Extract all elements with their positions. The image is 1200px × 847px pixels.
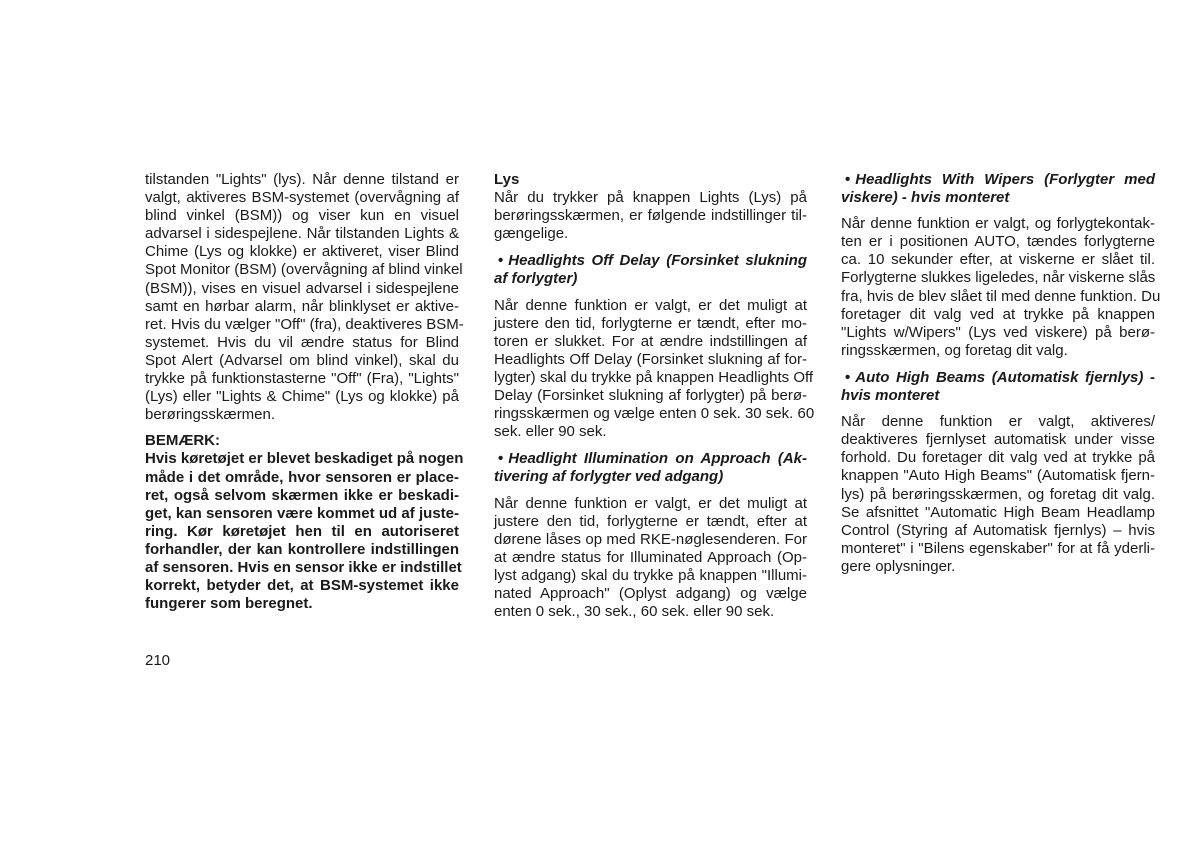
text-line: at ændre status for Illuminated Approach (Op-: [494, 548, 807, 566]
text-line: monteret" i "Bilens egenskaber" for at få yderli-: [841, 539, 1155, 557]
text-line: (Lys) eller "Lights & Chime" (Lys og klokke) på: [145, 388, 459, 406]
text-line: samt en hørbar alarm, når blinklyset er aktive-: [145, 297, 459, 315]
text-line: dørene låses op med RKE-nøglesenderen. For: [494, 530, 807, 548]
column-right: [841, 171, 1161, 576]
bullet-title-line: [494, 468, 807, 486]
bullet-heading-headlights-off-delay: [494, 252, 807, 288]
text-line: berøringsskærmen, er følgende indstillinger til-: [494, 207, 807, 225]
text-line: Når denne funktion er valgt, er det muligt at: [494, 296, 807, 314]
text-line: berøringsskærmen.: [145, 406, 276, 424]
text-line: fungerer som beregnet.: [145, 595, 313, 613]
text-line: lys) på berøringsskærmen, og foretag dit valg.: [841, 485, 1155, 503]
text-line: ringsskærmen og vælge enten 0 sek. 30 sek. 60: [494, 405, 815, 423]
text-line: trykke på funktionstasterne "Off" (Fra), "Lights": [145, 370, 459, 388]
text-line: lygter) skal du trykke på knappen Headlights Off: [494, 368, 814, 386]
text-line: sek. eller 90 sek.: [494, 423, 607, 441]
page-number: 210: [145, 652, 171, 669]
text-line: toren er slukket. For at ændre indstillingen af: [494, 332, 807, 350]
text-line: ring. Kør køretøjet hen til en autoriseret: [145, 522, 459, 540]
bullet-heading-headlights-with-wipers: [841, 171, 1155, 207]
text-line: ret, også selvom skærmen ikke er beskadi-: [145, 486, 459, 504]
text-line: Headlights Off Delay (Forsinket slukning af for-: [494, 350, 807, 368]
bullet-title-text: Headlights Off Delay (Forsinket slukning: [508, 252, 807, 270]
text-line: Se afsnittet "Automatic High Beam Headlamp: [841, 503, 1155, 521]
text-line: gere oplysninger.: [841, 557, 956, 575]
bullet-icon: •: [845, 171, 851, 188]
bullet-icon: •: [845, 368, 851, 386]
text-line: ret. Hvis du vælger "Off" (fra), deaktiveres BSM-: [145, 315, 464, 333]
text-line: get, kan sensoren være kommet ud af juste-: [145, 504, 459, 522]
column-left: [145, 171, 464, 613]
text-line: ten er i positionen AUTO, tændes forlygterne: [841, 233, 1155, 251]
bullet-title-text: Auto High Beams (Automatisk fjernlys) -: [855, 368, 1155, 386]
text-line: Spot Alert (Advarsel om blind vinkel), skal du: [145, 351, 459, 369]
bullet-heading-illumination-on-approach: [494, 450, 807, 486]
bsm-status-paragraph: [145, 171, 464, 424]
text-line: korrekt, betyder det, at BSM-systemet ikke: [145, 577, 459, 595]
text-line: justere den tid, forlygterne er tændt, efter mo-: [494, 314, 807, 332]
bullet-title-text: viskere) - hvis monteret: [841, 189, 1010, 207]
section-heading-lys: [494, 171, 807, 189]
bullet-icon: •: [498, 252, 504, 270]
text-line: nated Approach" (Oplyst adgang) og vælge: [494, 584, 807, 602]
text-line: ringsskærmen, og foretag dit valg.: [841, 341, 1068, 359]
bullet-title-text: hvis monteret: [841, 387, 940, 405]
text-line: "Lights w/Wipers" (Lys ved viskere) på berø-: [841, 323, 1155, 341]
text-line: Delay (Forsinket slukning af forlygter) på berø-: [494, 387, 807, 405]
bullet-title-text: Headlight Illumination on Approach (Ak-: [508, 450, 807, 468]
bullet-heading-auto-high-beams: [841, 369, 1155, 405]
text-line: advarsel i sidespejlene. Når tilstanden Lights &: [145, 225, 459, 243]
text-line: Hvis køretøjet er blevet beskadiget på nogen: [145, 450, 464, 468]
bullet-title-line: [494, 270, 807, 288]
bullet-title-text: tivering af forlygter ved adgang): [494, 468, 724, 486]
bullet-icon: •: [498, 450, 504, 468]
bullet-title-line: [494, 450, 807, 468]
text-line: systemet. Hvis du vil ændre status for Blind: [145, 333, 459, 351]
note-heading: [145, 432, 459, 450]
text-line: gængelige.: [494, 225, 569, 243]
text-line: Control (Styring af Automatisk fjernlys) – hvis: [841, 521, 1155, 539]
text-line: blind vinkel (BSM)) og viser kun en visuel: [145, 207, 459, 225]
text-line: af sensoren. Hvis en sensor ikke er indstillet: [145, 558, 462, 576]
text-line: enten 0 sek., 30 sek., 60 sek. eller 90 sek.: [494, 603, 775, 621]
text-line: fra, hvis de blev slået til med denne funktion. Du: [841, 287, 1161, 305]
text-line: Forlygterne slukkes ligeledes, når viskerne slås: [841, 269, 1156, 287]
section-heading-text: Lys: [494, 171, 520, 188]
text-line: tilstanden "Lights" (lys). Når denne tilstand er: [145, 171, 459, 188]
text-line: lyst adgang) skal du trykke på knappen "Illumi-: [494, 566, 807, 584]
text-line: Når denne funktion er valgt, og forlygtekontak-: [841, 215, 1155, 233]
headlights-with-wipers-paragraph: [841, 215, 1161, 360]
text-line: (BSM)), vises en visuel advarsel i sidespejlene: [145, 279, 459, 297]
headlights-off-delay-paragraph: [494, 296, 815, 442]
bullet-title-text: Headlights With Wipers (Forlygter med: [855, 171, 1155, 188]
text-line: valgt, aktiveres BSM-systemet (overvågning af: [145, 189, 459, 207]
text-line: Når denne funktion er valgt, aktiveres/: [841, 413, 1155, 431]
text-line: måde i det område, hvor sensoren er place-: [145, 468, 459, 486]
text-line: Når du trykker på knappen Lights (Lys) på: [494, 189, 807, 207]
text-line: forhandler, der kan kontrollere indstillingen: [145, 540, 459, 558]
bullet-title-line: [841, 387, 1155, 405]
text-line: justere den tid, forlygterne er tændt, efter at: [494, 512, 807, 530]
lys-intro-paragraph: [494, 189, 807, 243]
text-line: knappen "Auto High Beams" (Automatisk fjern-: [841, 467, 1155, 485]
text-line: ca. 10 sekunder efter, at viskerne er slået til.: [841, 251, 1155, 269]
bullet-title-text: af forlygter): [494, 270, 578, 288]
note-paragraph: [145, 450, 464, 613]
auto-high-beams-paragraph: [841, 413, 1155, 576]
text-line: Når denne funktion er valgt, er det muligt at: [494, 494, 807, 512]
bullet-title-line: [841, 171, 1155, 189]
bullet-title-line: [841, 189, 1155, 207]
bullet-title-line: [494, 252, 807, 270]
text-line: Chime (Lys og klokke) er aktiveret, viser Blind: [145, 243, 459, 261]
text-line: Spot Monitor (BSM) (overvågning af blind vinkel: [145, 261, 463, 279]
illumination-on-approach-paragraph: [494, 495, 807, 622]
text-line: deaktiveres fjernlyset automatisk under visse: [841, 431, 1155, 449]
text-line: forhold. Du foretager dit valg ved at trykke på: [841, 449, 1155, 467]
bullet-title-line: [841, 369, 1155, 387]
note-heading-text: BEMÆRK:: [145, 432, 220, 450]
text-line: foretager dit valg ved at trykke på knappen: [841, 305, 1155, 323]
column-middle: [494, 171, 815, 621]
